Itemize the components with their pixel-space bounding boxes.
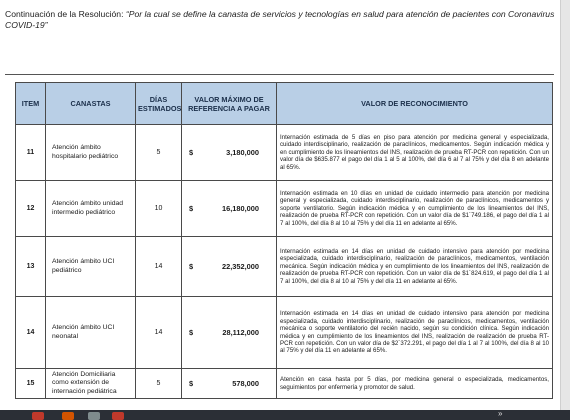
table-header-row (16, 83, 553, 125)
valor-amount: 28,112,000 (222, 327, 259, 337)
reconocimiento-cell: Internación estimada en 14 días en unidad de cuidado intensivo para atención por medicina especializada, cuidado interdisciplinario, realización de paraclínicos, medicamentos, ventilación mecánica o soporte ventilatorio del recién nacido, según su condición clínica. Según indicación médica y en cumplimiento de los lineamientos del INS, realización de realización de prueba RT-PCR con repetición. Con un valor día de $2´372.291, el pago del día 1 al 7 al 100%, del día 8 al 10 al 75% y del día 11 en adelante al 65%. (277, 297, 553, 369)
table-row (16, 181, 553, 237)
reconocimiento-cell: Atención en casa hasta por 5 días, por medicina general o especializada, medicamentos, seguimientos por enfermería y promotor de salud. (277, 369, 553, 399)
header-quote: “Por la cual se define la canasta de servicios y tecnologías en salud para atención de pacientes con Coronavirus COVID-19” (5, 9, 555, 30)
taskbar (0, 410, 570, 420)
valor-amount: 578,000 (232, 378, 259, 388)
dias-cell: 5 (136, 125, 182, 181)
canasta-cell: Atención Domiciliaria como extensión de internación pediátrica (46, 369, 136, 399)
canasta-cell: Atención ámbito hospitalario pediátrico (46, 125, 136, 181)
currency-symbol: $ (189, 327, 194, 337)
canasta-cell: Atención ámbito UCI neonatal (46, 297, 136, 369)
canasta-cell: Atención ámbito unidad intermedio pediátrico (46, 181, 136, 237)
vertical-scrollbar[interactable] (560, 0, 570, 410)
table-row (16, 369, 553, 399)
resolution-header (5, 9, 557, 31)
reconocimiento-cell: Internación estimada en 14 días en unidad de cuidado intensivo para atención por medicina especializada, cuidado interdisciplinario, realización de paraclínicos, medicamentos, ventilación mecánica. Según indicación médica y en cumplimiento de los lineamientos del INS, realización de realización de prueba RT-PCR con repetición. Con un valor día de $1´824.619, el pago del día 1 al 7 al 100%, del día 8 al 10 al 75% y del día 11 en adelante al 65%. (277, 237, 553, 297)
col-header-item: ITEM (16, 83, 46, 125)
col-header-dias: DÍAS ESTIMADOS (136, 83, 182, 125)
valor-cell (182, 369, 277, 399)
valor-cell (182, 237, 277, 297)
table-row (16, 237, 553, 297)
canastas-table (15, 82, 553, 399)
valor-amount: 22,352,000 (222, 261, 259, 271)
dias-cell: 5 (136, 369, 182, 399)
col-header-valor-maximo: VALOR MÁXIMO DE REFERENCIA A PAGAR (182, 83, 277, 125)
table-row (16, 297, 553, 369)
currency-symbol: $ (189, 203, 194, 213)
taskbar-overflow-chevron-icon[interactable]: » (498, 409, 503, 418)
dias-cell: 14 (136, 237, 182, 297)
col-header-valor-reconocimiento: VALOR DE RECONOCIMIENTO (277, 83, 553, 125)
reconocimiento-cell: Internación estimada de 5 días en piso para atención por medicina general y especializada, cuidado interdisciplinario, realización de paraclínicos, medicamentos. Según indicación médica y en cumplimiento de los lineamientos del INS, realización de prueba RT-PCR con repetición. Con un valor día de $635.877 el pago del día 1 al 5 al 100%, del día 6 al 7 al 75% y del día 8 en adelante al 65%. (277, 125, 553, 181)
table-row (16, 125, 553, 181)
taskbar-app-icon[interactable] (88, 412, 100, 420)
item-cell: 15 (16, 369, 46, 399)
dias-cell: 10 (136, 181, 182, 237)
valor-cell (182, 125, 277, 181)
item-cell: 12 (16, 181, 46, 237)
header-prefix: Continuación de la Resolución: (5, 9, 126, 19)
taskbar-app-icon[interactable] (62, 412, 74, 420)
header-divider (5, 74, 554, 75)
valor-cell (182, 181, 277, 237)
item-cell: 13 (16, 237, 46, 297)
reconocimiento-cell: Internación estimada en 10 días en unidad de cuidado intermedio para atención por medicina general y especializada, cuidado interdisciplinario, realización de paraclínicos, medicamentos y soporte ventilatorio. Según indicación médica y en cumplimiento de los lineamientos del INS, realización de prueba RT-PCR con repetición. Con un valor día de $1´749.186, el pago del día 1 al 7 al 100%, del día 8 al 10 al 75% y del día 11 en adelante al 65%. (277, 181, 553, 237)
taskbar-app-icon[interactable] (32, 412, 44, 420)
col-header-canastas: CANASTAS (46, 83, 136, 125)
valor-cell (182, 297, 277, 369)
currency-symbol: $ (189, 147, 194, 157)
canasta-cell: Atención ámbito UCI pediátrico (46, 237, 136, 297)
dias-cell: 14 (136, 297, 182, 369)
valor-amount: 16,180,000 (222, 203, 259, 213)
item-cell: 14 (16, 297, 46, 369)
currency-symbol: $ (189, 378, 194, 388)
taskbar-app-icon[interactable] (112, 412, 124, 420)
item-cell: 11 (16, 125, 46, 181)
currency-symbol: $ (189, 261, 194, 271)
valor-amount: 3,180,000 (226, 147, 259, 157)
